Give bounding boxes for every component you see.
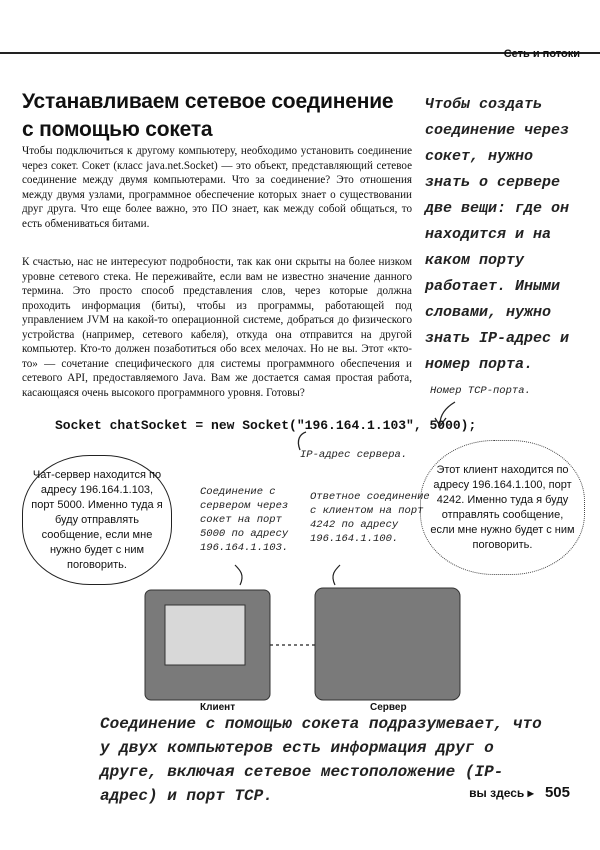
page-title [22, 88, 393, 144]
annotation-ip-server: IP-адрес сервера. [300, 449, 408, 461]
paragraph-2: К счастью, нас не интересуют подробности, так как они скрыты на более низком уровне сетевого стека. Не переживайте, если вам не известно значение данного термина. Это просто способ представления слов, через которые должна проходить информация (биты), чтобы из программы, работающей под управлением JVM на какой-то операционной системе, добраться до физического устройства (например, сетевого кабеля), откуда она отправится на другой компьютер. Кто-то должен позаботиться обо всех мелочах. Но не вы. Этот «кто-то» — сочетание специфического для системы программного обеспечения и сетевого API, предоставляемого Java. Вам же достается самая простая работа, касающаяся очень высокого программного уровня. Готовы? [22, 256, 412, 399]
server-computer [315, 588, 460, 700]
client-thought-cloud: Чат-сервер находится по адресу 196.164.1.103, порт 5000. Именно туда я буду отправлять сообщение, если мне нужно будет с ним поговорить. [22, 455, 172, 585]
client-label: Клиент [200, 702, 236, 713]
annotation-tcp-port: Номер TCP-порта. [430, 385, 531, 397]
page-number: 505 [544, 784, 570, 801]
title-line-2: с помощью сокета [22, 118, 213, 141]
paragraph-1: Чтобы подключиться к другому компьютеру, необходимо установить соединение через сокет. Сокет (класс java.net.Socket) — это объект, представляющий сетевое соединение между двумя компьютерами. Что за соединение? Это отношения между двумя узлами, программное обеспечение которых знает о существовании друг друга. Что еще более важно, это ПО знает, как между собой общаться, то есть обмениваться битами. [22, 145, 412, 230]
page-footer [469, 784, 570, 801]
title-line-1: Устанавливаем сетевое соединение [22, 90, 394, 113]
client-screen [165, 605, 245, 665]
server-label: Сервер [370, 702, 407, 713]
caption: Соединение с помощью сокета подразумевает, что у двух компьютеров есть информация друг о друге, включая сетевое местоположение (IP-адрес) и порт TCP. [100, 715, 542, 805]
annotation-server-connection: Ответное соединение с клиентом на порт 4242 по адресу 196.164.1.100. [310, 491, 430, 545]
footer-text: вы здесь ▸ [469, 786, 534, 800]
annotation-client-connection: Соединение с сервером через сокет на порт 5000 по адресу 196.164.1.103. [200, 486, 289, 554]
code-line: Socket chatSocket = new Socket("196.164.1.103", 5000); [55, 418, 477, 433]
margin-note: Чтобы создать соединение через сокет, нужно знать о сервере две вещи: где он находится и на каком порту работает. Иными словами, нужно знать IP-адрес и номер порта. [425, 96, 570, 373]
section-label: Сеть и потоки [503, 48, 580, 60]
server-thought-cloud: Этот клиент находится по адресу 196.164.1.100, порт 4242. Именно туда я буду отправлять сообщение, если мне нужно будет с ним поговорить. [420, 440, 585, 575]
